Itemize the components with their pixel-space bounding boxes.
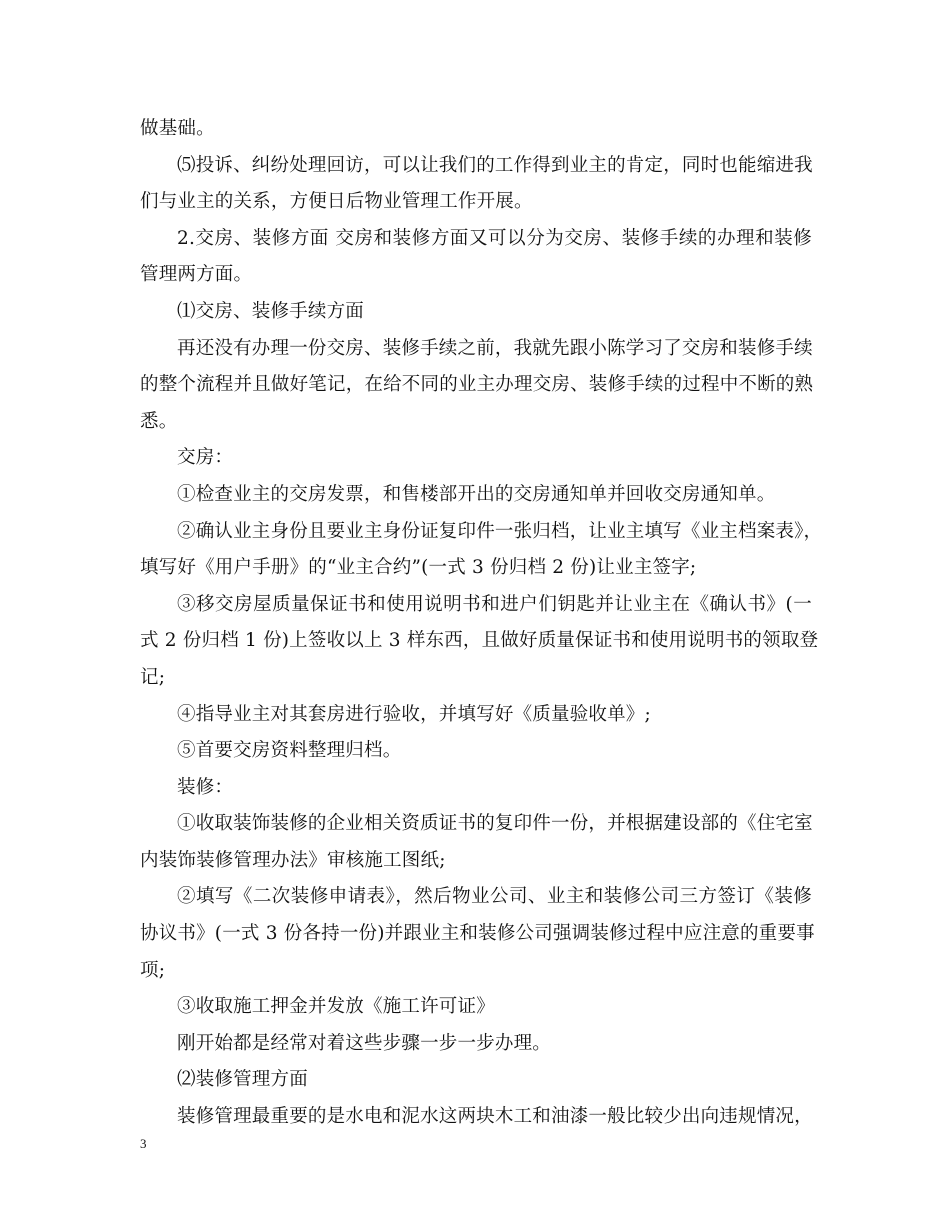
text-line: 式 2 份归档 1 份)上签收以上 3 样东西，且做好质量保证书和使用说明书的领取登 bbox=[140, 630, 819, 652]
text-line: 协议书》(一式 3 份各持一份)并跟业主和装修公司强调装修过程中应注意的重要事 bbox=[140, 923, 815, 945]
text-line: ①检查业主的交房发票，和售楼部开出的交房通知单并回收交房通知单。 bbox=[177, 483, 776, 505]
text-line: 2.交房、装修方面 交房和装修方面又可以分为交房、装修手续的办理和装修 bbox=[177, 227, 812, 249]
text-line: 做基础。 bbox=[140, 118, 215, 139]
page-number: 3 bbox=[140, 1136, 147, 1151]
text-line: ⑤首要交房资料整理归档。 bbox=[177, 740, 402, 762]
text-line: 们与业主的关系，方便日后物业管理工作开展。 bbox=[140, 191, 533, 213]
text-line: 交房： bbox=[177, 447, 234, 469]
text-line: 记; bbox=[140, 666, 166, 688]
text-line: 装修： bbox=[177, 776, 234, 798]
text-line: ⑴交房、装修手续方面 bbox=[177, 300, 365, 322]
text-line: 项; bbox=[140, 959, 166, 981]
text-line: 管理两方面。 bbox=[140, 264, 253, 286]
text-line: ③移交房屋质量保证书和使用说明书和进户们钥匙并让业主在《确认书》(一 bbox=[177, 593, 812, 615]
text-line: 刚开始都是经常对着这些步骤一步一步办理。 bbox=[177, 1032, 552, 1054]
text-line: ①收取装饰装修的企业相关资质证书的复印件一份，并根据建设部的《住宅室 bbox=[177, 813, 813, 835]
text-line: ②填写《二次装修申请表》，然后物业公司、业主和装修公司三方签订《装修 bbox=[177, 886, 812, 908]
text-line: 填写好《用户手册》的“业主合约”(一式 3 份归档 2 份)让业主签字; bbox=[140, 557, 697, 579]
text-line: ③收取施工押金并发放《施工许可证》 bbox=[177, 996, 495, 1018]
text-line: ⑸投诉、纠纷处理回访，可以让我们的工作得到业主的肯定，同时也能缩进我 bbox=[177, 154, 813, 176]
text-line: 再还没有办理一份交房、装修手续之前，我就先跟小陈学习了交房和装修手续 bbox=[177, 337, 813, 359]
text-line: ⑵装修管理方面 bbox=[177, 1069, 308, 1091]
text-line: 的整个流程并且做好笔记，在给不同的业主办理交房、装修手续的过程中不断的熟 bbox=[140, 374, 814, 396]
text-line: ④指导业主对其套房进行验收，并填写好《质量验收单》; bbox=[177, 703, 651, 725]
document-body bbox=[140, 111, 823, 1136]
text-line: ②确认业主身份且要业主身份证复印件一张归档，让业主填写《业主档案表》， bbox=[177, 520, 823, 542]
text-line: 装修管理最重要的是水电和泥水这两块木工和油漆一般比较少出向违规情况， bbox=[177, 1106, 813, 1128]
text-line: 内装饰装修管理办法》审核施工图纸; bbox=[140, 849, 446, 871]
text-line: 悉。 bbox=[140, 410, 178, 432]
